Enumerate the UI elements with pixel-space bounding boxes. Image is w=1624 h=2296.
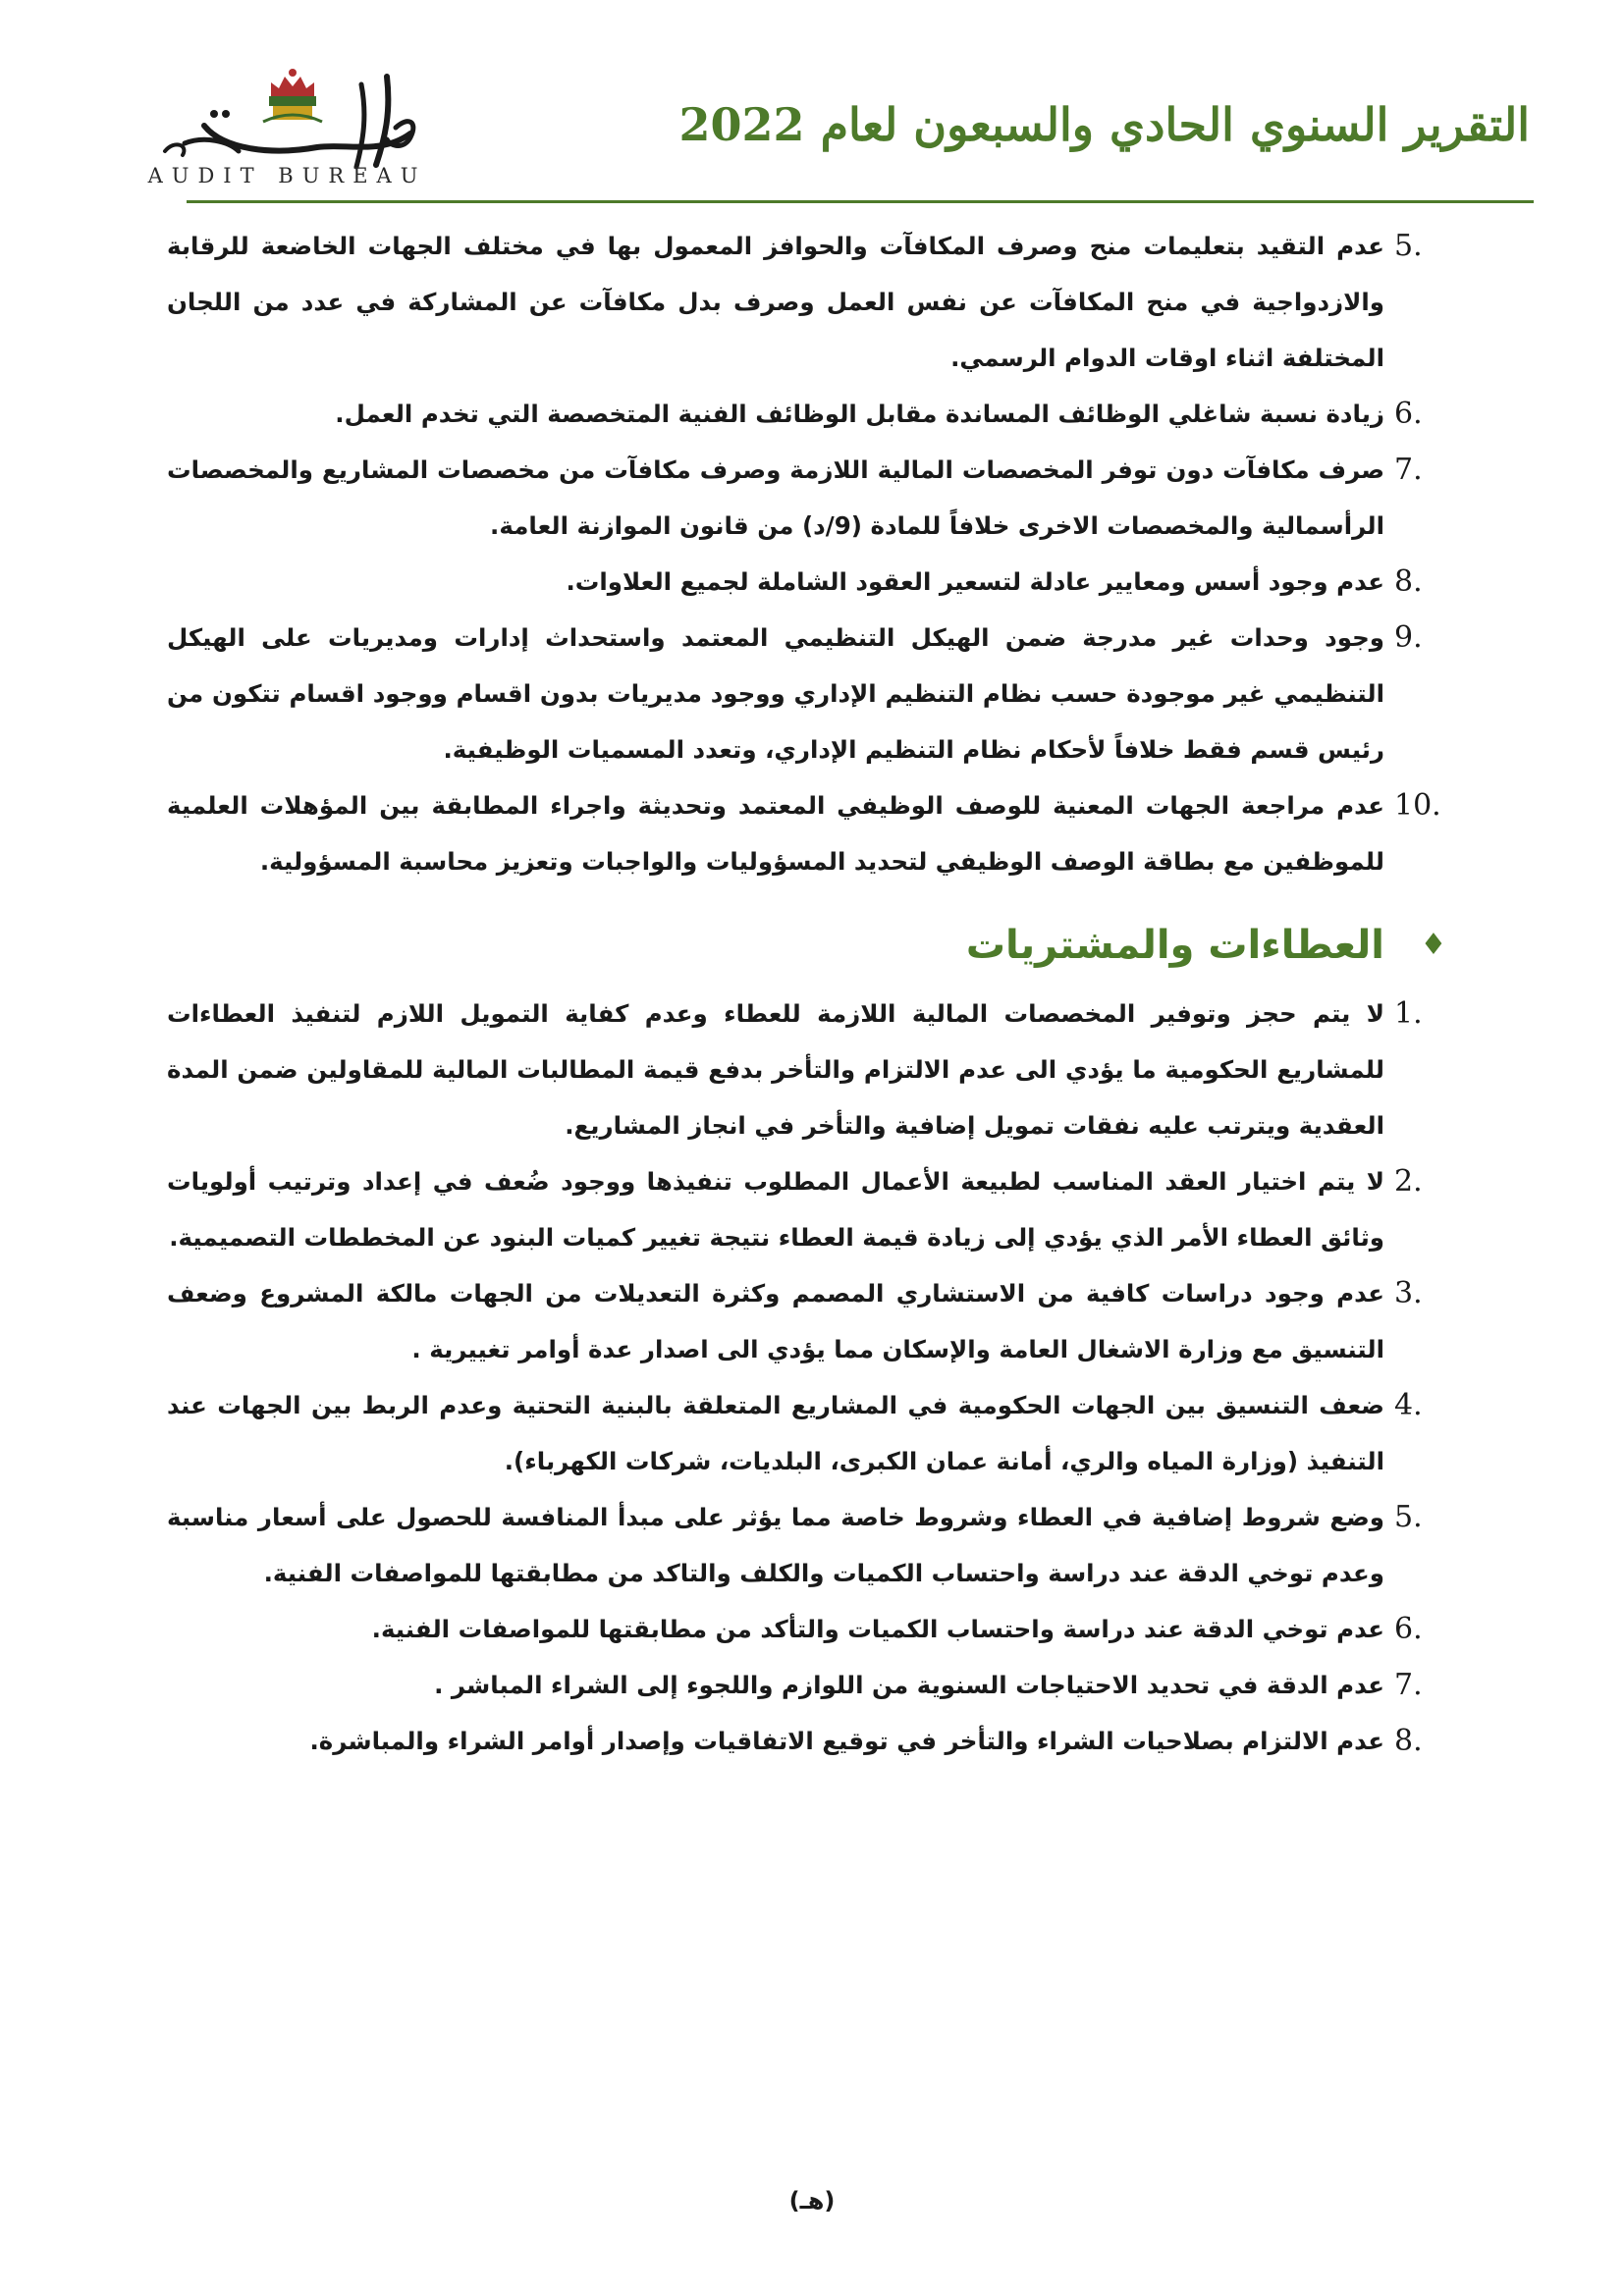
item-number: 1. — [1394, 996, 1423, 1031]
item-number: 8. — [1394, 1724, 1423, 1758]
item-text: وجود وحدات غير مدرجة ضمن الهيكل التنظيمي المعتمد واستحداث إدارات ومديريات على الهيكل التنظيمي غير موجودة حسب نظام التنظيم الإداري ووجود مديريات بدون اقسام ووجود اقسام تتكون من رئيس قسم فقط خلافاً لأحكام نظام التنظيم الإداري، وتعدد المسميات الوظيفية. — [167, 623, 1384, 764]
item-text: عدم مراجعة الجهات المعنية للوصف الوظيفي المعتمد وتحديثة واجراء المطابقة بين المؤهلات العلمية للموظفين مع بطاقة الوصف الوظيفي لتحديد المسؤوليات والواجبات وتعزيز محاسبة المسؤولية. — [167, 791, 1384, 876]
header-divider — [187, 200, 1534, 203]
item-text: عدم وجود أسس ومعايير عادلة لتسعير العقود الشاملة لجميع العلاوات. — [566, 567, 1384, 596]
item-number: 9. — [1394, 620, 1423, 655]
item-number: 6. — [1394, 397, 1423, 431]
list-item — [167, 610, 1463, 777]
list-item — [167, 1489, 1463, 1601]
item-text: لا يتم حجز وتوفير المخصصات المالية اللازمة للعطاء وعدم كفاية التمويل اللازم لتنفيذ العطاءات للمشاريع الحكومية ما يؤدي الى عدم الالتزام والتأخر بدفع قيمة المطالبات المالية للمقاولين ضمن المدة العقدية ويترتب عليه نفقات تمويل إضافية والتأخر في انجاز المشاريع. — [167, 999, 1384, 1140]
page-number: (هـ) — [788, 2187, 836, 2215]
list-item — [167, 1265, 1463, 1377]
list-item — [167, 442, 1463, 554]
list-item — [167, 1657, 1463, 1713]
item-text: عدم وجود دراسات كافية من الاستشاري المصمم وكثرة التعديلات من الجهات مالكة المشروع وضعف التنسيق مع وزارة الاشغال العامة والإسكان مما يؤدي الى اصدار عدة أوامر تغييرية . — [167, 1279, 1384, 1363]
list-item — [167, 1601, 1463, 1657]
list-item — [167, 777, 1463, 889]
logo-subtitle: AUDIT BUREAU — [147, 164, 427, 187]
item-number: 5. — [1394, 229, 1423, 263]
list-item — [167, 554, 1463, 610]
item-text: وضع شروط إضافية في العطاء وشروط خاصة مما يؤثر على مبدأ المنافسة للحصول على أسعار مناسبة وعدم توخي الدقة عند دراسة واحتساب الكميات والكلف والتاكد من مطابقتها للمواصفات الفنية. — [167, 1503, 1384, 1587]
item-number: 7. — [1394, 453, 1423, 487]
page-content — [167, 218, 1463, 1769]
item-text: ضعف التنسيق بين الجهات الحكومية في المشاريع المتعلقة بالبنية التحتية وعدم الربط بين الجهات عند التنفيذ (وزارة المياه والري، أمانة عمان الكبرى، البلديات، شركات الكهرباء). — [167, 1391, 1384, 1475]
item-text: عدم الالتزام بصلاحيات الشراء والتأخر في توقيع الاتفاقيات وإصدار أوامر الشراء والمباشرة. — [309, 1727, 1384, 1755]
item-number: 2. — [1394, 1164, 1423, 1199]
list-item — [167, 386, 1463, 442]
list-item — [167, 1713, 1463, 1769]
diamond-bullet-icon: ♦ — [1420, 928, 1447, 962]
list-item — [167, 1153, 1463, 1265]
item-number: 4. — [1394, 1388, 1423, 1422]
list-item — [167, 986, 1463, 1153]
report-title: التقرير السنوي الحادي والسبعون لعام 2022 — [678, 98, 1530, 151]
item-number: 8. — [1394, 564, 1423, 599]
list-item — [167, 218, 1463, 386]
item-text: عدم التقيد بتعليمات منح وصرف المكافآت والحوافز المعمول بها في مختلف الجهات الخاضعة للرقابة والازدواجية في منح المكافآت عن نفس العمل وصرف بدل مكافآت عن المشاركة في عدد من اللجان المختلفة اثناء اوقات الدوام الرسمي. — [167, 232, 1384, 372]
item-number: 5. — [1394, 1500, 1423, 1534]
item-text: عدم توخي الدقة عند دراسة واحتساب الكميات والتأكد من مطابقتها للمواصفات الفنية. — [371, 1615, 1384, 1643]
item-text: زيادة نسبة شاغلي الوظائف المساندة مقابل الوظائف الفنية المتخصصة التي تخدم العمل. — [335, 400, 1384, 428]
item-number: 7. — [1394, 1668, 1423, 1702]
item-number: 10. — [1394, 788, 1441, 823]
page-header — [0, 0, 1624, 211]
item-number: 3. — [1394, 1276, 1423, 1310]
section-title: العطاءات والمشتريات — [965, 923, 1384, 968]
list-item — [167, 1377, 1463, 1489]
section-heading-tenders — [167, 911, 1463, 980]
item-text: صرف مكافآت دون توفر المخصصات المالية اللازمة وصرف مكافآت من مخصصات المشاريع والمخصصات الرأسمالية والمخصصات الاخرى خلافاً للمادة (9/د) من قانون الموازنة العامة. — [167, 455, 1384, 540]
item-text: عدم الدقة في تحديد الاحتياجات السنوية من اللوازم واللجوء إلى الشراء المباشر . — [434, 1671, 1384, 1699]
item-text: لا يتم اختيار العقد المناسب لطبيعة الأعمال المطلوب تنفيذها ووجود ضُعف في إعداد وترتيب أولويات وثائق العطاء الأمر الذي يؤدي إلى زيادة قيمة العطاء نتيجة تغيير كميات البنود عن المخططات التصميمية. — [167, 1167, 1384, 1252]
item-number: 6. — [1394, 1612, 1423, 1646]
